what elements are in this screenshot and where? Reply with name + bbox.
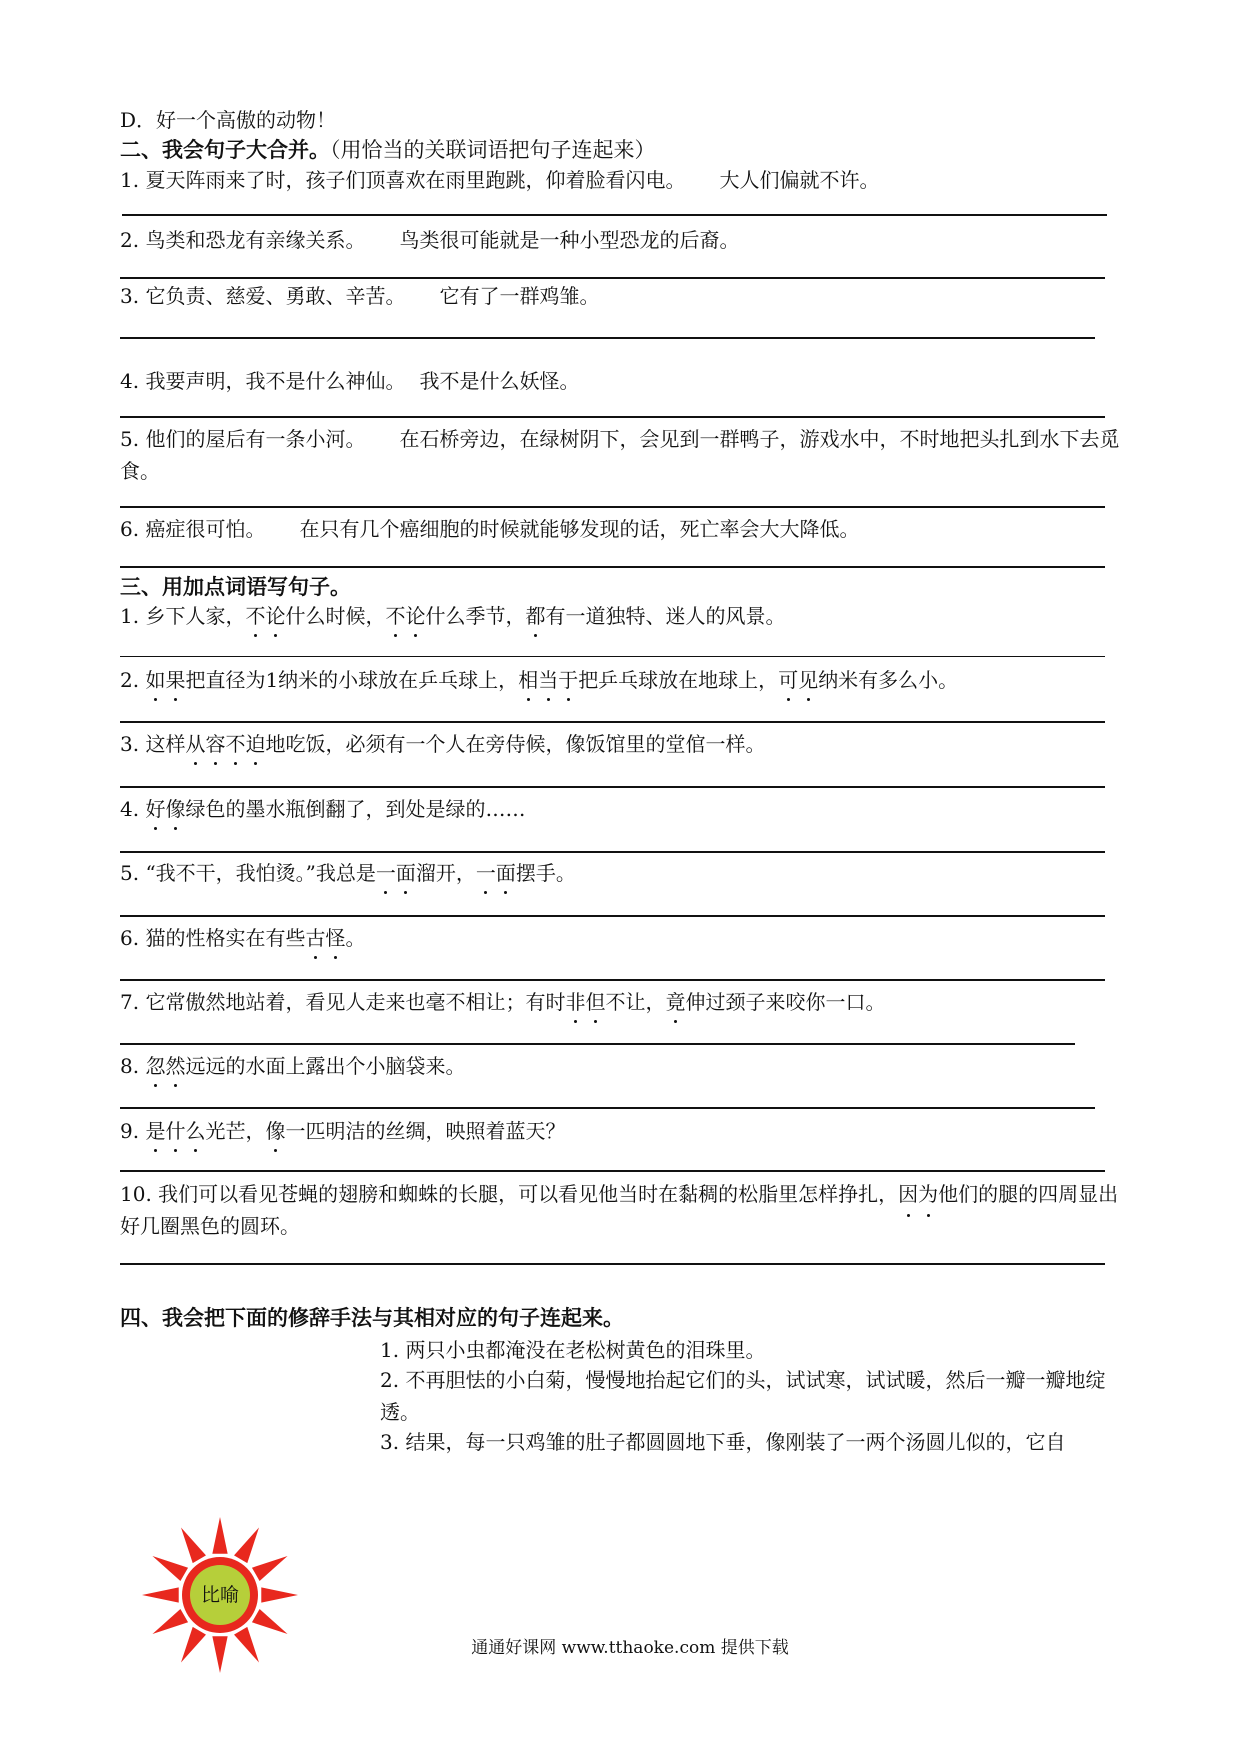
s3-item-8: 8. 忽然远远的水面上露出个小脑袋来。 [120, 1054, 466, 1078]
s2-item-3-a: 3. 它负责、慈爱、勇敢、辛苦。 [120, 284, 406, 308]
footer: 通通好课网 www.tthaoke.com 提供下载 [471, 1638, 789, 1658]
s2-item-1-b: 大人们偏就不许。 [719, 168, 880, 192]
s3-item-4: 4. 好像绿色的墨水瓶倒翻了，到处是绿的…… [120, 797, 526, 821]
option-d: D．好一个高傲的动物！ [120, 108, 337, 132]
s2-item-2-b: 鸟类很可能就是一种小型恐龙的后裔。 [399, 228, 740, 252]
answer-line[interactable] [120, 656, 1105, 657]
s3-item-3: 3. 这样从容不迫地吃饭，必须有一个人在旁侍候，像饭馆里的堂倌一样。 [120, 732, 766, 756]
s2-item-3-b: 它有了一群鸡雏。 [439, 284, 600, 308]
section2-title: 二、我会句子大合并。 [120, 137, 330, 162]
rhetoric-label-metaphor[interactable]: 比喻 [200, 1584, 239, 1606]
section2-heading [120, 136, 656, 164]
sun-ray [234, 1527, 259, 1563]
sun-ray [252, 1556, 288, 1581]
section4-title: 四、我会把下面的修辞手法与其相对应的句子连起来。 [120, 1305, 624, 1330]
s2-item-3 [120, 282, 599, 310]
sun-ray [142, 1587, 179, 1602]
s3-item-9: 9. 是什么光芒，像一匹明洁的丝绸，映照着蓝天？ [120, 1119, 566, 1143]
s4-item-2: 2. 不再胆怯的小白菊，慢慢地抬起它们的头，试试寒，试试暖，然后一瓣一瓣地绽透。 [380, 1368, 1106, 1424]
answer-line[interactable] [122, 214, 1107, 216]
s3-item-7: 7. 它常傲然地站着，看见人走来也毫不相让；有时非但不让，竟伸过颈子来咬你一口。 [120, 990, 886, 1014]
s2-item-4-a: 4. 我要声明，我不是什么神仙。 [120, 369, 406, 393]
answer-line[interactable] [120, 337, 1095, 339]
s2-item-1-a: 1. 夏天阵雨来了时，孩子们顶喜欢在雨里跑跳，仰着脸看闪电。 [120, 168, 686, 192]
answer-line[interactable] [120, 277, 1105, 279]
sun-ray [252, 1609, 288, 1634]
sun-ray [152, 1609, 188, 1634]
sun-ray [181, 1527, 206, 1563]
sun-ray [212, 1517, 227, 1554]
s2-item-4-b: 我不是什么妖怪。 [419, 369, 580, 393]
sun-ray [152, 1556, 188, 1581]
s2-item-1 [120, 166, 879, 194]
answer-line[interactable] [120, 979, 1105, 981]
s2-item-6 [120, 515, 859, 543]
s2-item-6-a: 6. 癌症很可怕。 [120, 517, 266, 541]
s3-item-10: 10. 我们可以看见苍蝇的翅膀和蜘蛛的长腿，可以看见他当时在黏稠的松脂里怎样挣扎，因为他们的腿的四周显出好几圈黑色的圆环。 [120, 1178, 1130, 1242]
s2-item-2-a: 2. 鸟类和恐龙有亲缘关系。 [120, 228, 366, 252]
s3-item-1: 1. 乡下人家，不论什么时候，不论什么季节，都有一道独特、迷人的风景。 [120, 604, 786, 628]
s2-item-4 [120, 367, 579, 395]
answer-line[interactable] [120, 1263, 1105, 1265]
answer-line[interactable] [120, 1170, 1105, 1172]
s2-item-5-b: 在石桥旁边，在绿树阴下，会见到一群鸭子，游戏水中，不时地把头扎到水下去觅食。 [120, 427, 1120, 483]
s3-item-6: 6. 猫的性格实在有些古怪。 [120, 926, 366, 950]
sun-ray [261, 1587, 298, 1602]
s2-item-2 [120, 226, 739, 254]
section3-title: 三、用加点词语写句子。 [120, 574, 351, 599]
s2-item-6-b: 在只有几个癌细胞的时候就能够发现的话，死亡率会大大降低。 [299, 517, 860, 541]
answer-line[interactable] [120, 721, 1105, 723]
s2-item-5-a: 5. 他们的屋后有一条小河。 [120, 427, 366, 451]
answer-line[interactable] [120, 566, 1105, 568]
answer-line[interactable] [120, 416, 1105, 418]
answer-line[interactable] [120, 1107, 1095, 1109]
s4-item-3: 3. 结果，每一只鸡雏的肚子都圆圆地下垂，像刚装了一两个汤圆儿似的，它自 [380, 1430, 1066, 1454]
s3-item-5: 5. “我不干，我怕烫。”我总是一面溜开，一面摆手。 [120, 861, 576, 885]
answer-line[interactable] [120, 1043, 1075, 1045]
answer-line[interactable] [120, 851, 1105, 853]
s2-item-5 [120, 423, 1130, 487]
s3-item-2: 2. 如果把直径为1纳米的小球放在乒乓球上，相当于把乒乓球放在地球上，可见纳米有多么小。 [120, 668, 959, 692]
answer-line[interactable] [120, 506, 1105, 508]
section2-note: （用恰当的关联词语把句子连起来） [330, 138, 656, 162]
answer-line[interactable] [120, 915, 1105, 917]
answer-line[interactable] [120, 786, 1105, 788]
s4-item-1: 1. 两只小虫都淹没在老松树黄色的泪珠里。 [380, 1338, 766, 1362]
